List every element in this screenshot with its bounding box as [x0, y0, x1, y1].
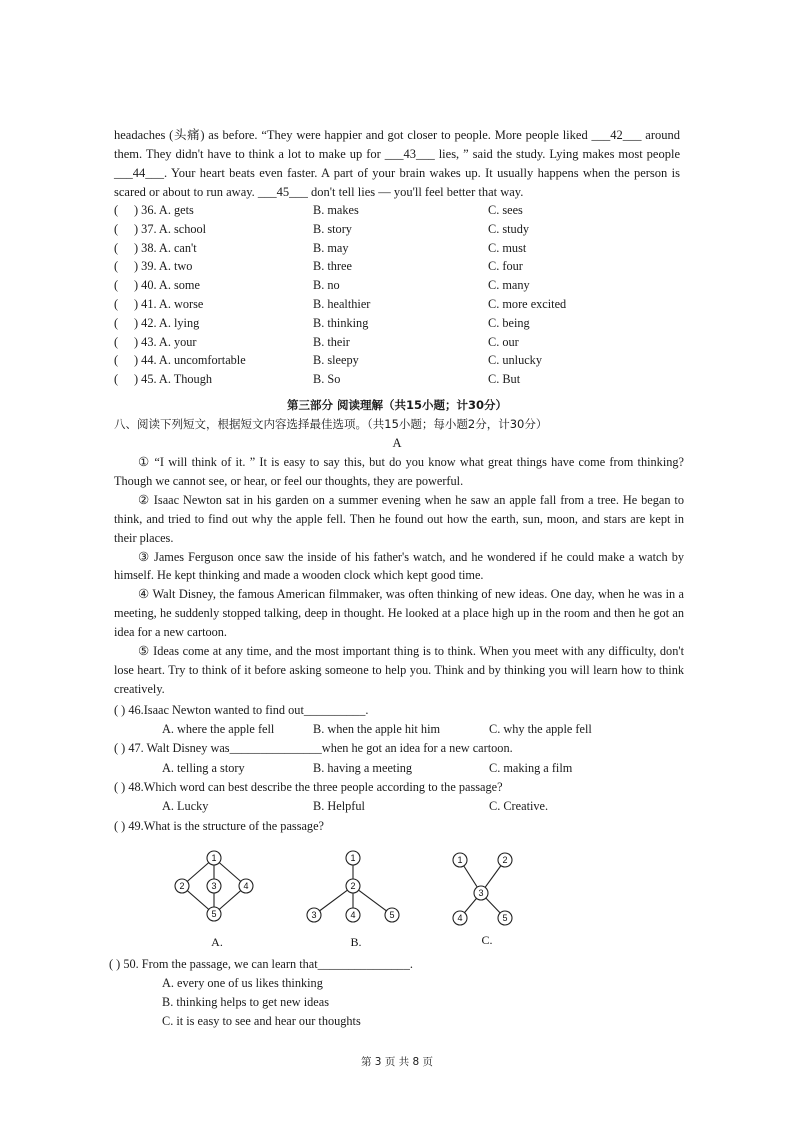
node-label: 2 [350, 881, 356, 891]
option-b: B. may [313, 240, 349, 255]
question-50-stem: ( ) 50. From the passage, we can learn that_______________. [109, 957, 413, 971]
option-a: ) 39. A. two [134, 259, 193, 274]
node-label: 5 [211, 909, 217, 919]
node-label: 3 [211, 881, 217, 891]
node-label: 2 [179, 881, 185, 891]
node-label: 5 [389, 910, 395, 920]
question-47-stem: ( ) 47. Walt Disney was_______________when he got an idea for a new cartoon. [114, 741, 513, 755]
option-c: C. But [488, 372, 521, 387]
q48-option-a: A. Lucky [162, 799, 209, 813]
structure-diagrams [160, 845, 540, 957]
q47-option-c: C. making a film [489, 761, 573, 775]
answer-paren: ( [114, 259, 119, 274]
answer-paren: ( [114, 296, 119, 311]
question-49-stem: ( ) 49.What is the structure of the passage? [114, 819, 324, 833]
node-label: 3 [478, 888, 484, 898]
option-a: ) 40. A. some [134, 278, 200, 293]
option-a: ) 37. A. school [134, 221, 207, 236]
page-footer: 第 3 页 共 8 页 [360, 1056, 434, 1068]
paragraph-4: ④ Walt Disney, the famous American filmmaker, was often thinking of new ideas. One day, when he was in a meeting, he suddenly stopped talking, deep in thought. He looked at a place high up in the room and then he got an idea for a new cartoon. [114, 587, 684, 640]
question-46-stem: ( ) 46.Isaac Newton wanted to find out__________. [114, 703, 369, 717]
passage-label: A [392, 436, 402, 450]
node-label: 1 [211, 853, 217, 863]
option-a: ) 44. A. uncomfortable [134, 353, 246, 368]
q46-option-b: B. when the apple hit him [313, 722, 441, 736]
option-b: B. story [313, 221, 352, 236]
option-row [114, 295, 680, 314]
option-b: B. thinking [313, 315, 369, 330]
section-instruction: 八、阅读下列短文，根据短文内容选择最佳选项。（共15小题；每小题2分，计30分） [114, 417, 548, 431]
paragraph-3: ③ James Ferguson once saw the inside of his father's watch, and he wondered if he could make a watch by himself. He kept thinking and made a wooden clock which kept good time. [114, 549, 684, 583]
option-row [114, 351, 680, 370]
node-label: 3 [311, 910, 317, 920]
q50-option-c: C. it is easy to see and hear our thoughts [162, 1014, 361, 1028]
option-row [114, 276, 680, 295]
q50-option-b: B. thinking helps to get new ideas [162, 995, 330, 1009]
q48-option-c: C. Creative. [489, 799, 549, 813]
answer-paren: ( [114, 240, 119, 255]
option-b: B. healthier [313, 296, 371, 311]
answer-paren: ( [114, 334, 119, 349]
q46-option-a: A. where the apple fell [162, 722, 275, 736]
option-b: B. their [313, 334, 350, 349]
option-c: C. many [488, 278, 530, 293]
answer-paren: ( [114, 278, 119, 293]
answer-paren: ( [114, 315, 119, 330]
option-row [114, 333, 680, 352]
node-label: 4 [457, 913, 463, 923]
answer-paren: ( [114, 353, 119, 368]
diagram-a-label: A. [211, 935, 223, 949]
diagram-b-label: B. [350, 935, 362, 949]
q48-option-b: B. Helpful [313, 799, 365, 813]
option-c: C. our [488, 334, 519, 349]
option-b: B. no [313, 278, 340, 293]
option-a: ) 38. A. can't [134, 240, 197, 255]
option-a: ) 36. A. gets [134, 203, 194, 217]
node-label: 5 [502, 913, 508, 923]
reading-passage [114, 453, 684, 699]
cloze-paragraph: headaches (头痛) as before. “They were happier and got closer to people. More people liked ___42___ around them. They didn't have to think a lot to make up for ___43___ lies, ” said the study. Lying makes most people ___44___. Your heart beats even faster. A part of your brain wakes up. It usually happens when the person is scared or about to run away. ___45___ don't tell lies — you'll feel better that way. [114, 128, 680, 199]
option-row [114, 220, 680, 239]
cloze-options [114, 201, 680, 389]
question-48-stem: ( ) 48.Which word can best describe the three people according to the passage? [114, 780, 503, 794]
node-label: 4 [243, 881, 249, 891]
cloze-passage [114, 126, 680, 202]
option-row [114, 314, 680, 333]
option-c: C. more excited [488, 296, 567, 311]
node-label: 1 [350, 853, 356, 863]
option-row [114, 370, 680, 389]
option-a: ) 43. A. your [134, 334, 197, 349]
option-b: B. So [313, 372, 341, 387]
diagram-c-label: C. [481, 933, 493, 947]
q46-option-c: C. why the apple fell [489, 722, 592, 736]
option-c: C. unlucky [488, 353, 542, 368]
option-c: C. study [488, 221, 529, 236]
node-label: 2 [502, 855, 508, 865]
paragraph-5: ⑤ Ideas come at any time, and the most important thing is to think. When you meet with any difficulty, don't lose heart. Try to think of it before asking someone to help you. Think and by thinking you will learn how to think creatively. [114, 644, 684, 696]
option-c: C. must [488, 240, 527, 255]
section-title: 第三部分 阅读理解（共15小题；计30分） [286, 398, 507, 412]
option-a: ) 45. A. Though [134, 372, 212, 387]
option-b: B. makes [313, 203, 359, 217]
option-b: B. three [313, 259, 352, 274]
option-c: C. being [488, 315, 530, 330]
option-a: ) 42. A. lying [134, 315, 200, 330]
option-row [114, 239, 680, 258]
q47-option-a: A. telling a story [162, 761, 245, 775]
node-label: 4 [350, 910, 356, 920]
q50-option-a: A. every one of us likes thinking [162, 976, 323, 990]
answer-paren: ( [114, 203, 119, 217]
node-label: 1 [457, 855, 463, 865]
option-row [114, 201, 680, 220]
option-c: C. sees [488, 203, 523, 217]
answer-paren: ( [114, 372, 119, 387]
answer-paren: ( [114, 221, 119, 236]
q47-option-b: B. having a meeting [313, 761, 413, 775]
paragraph-1: ① “I will think of it. ” It is easy to say this, but do you know what great things have come from thinking? Though we cannot see, or hear, or feel our thoughts, they are powerful. [114, 455, 684, 488]
option-c: C. four [488, 259, 523, 274]
option-row [114, 257, 680, 276]
option-a: ) 41. A. worse [134, 296, 204, 311]
option-b: B. sleepy [313, 353, 359, 368]
paragraph-2: ② Isaac Newton sat in his garden on a summer evening when he saw an apple fall from a tree. He began to think, and tried to find out why the apple fell. Then he found out how the earth, sun, moon, and stars are kept in their places. [114, 492, 684, 545]
